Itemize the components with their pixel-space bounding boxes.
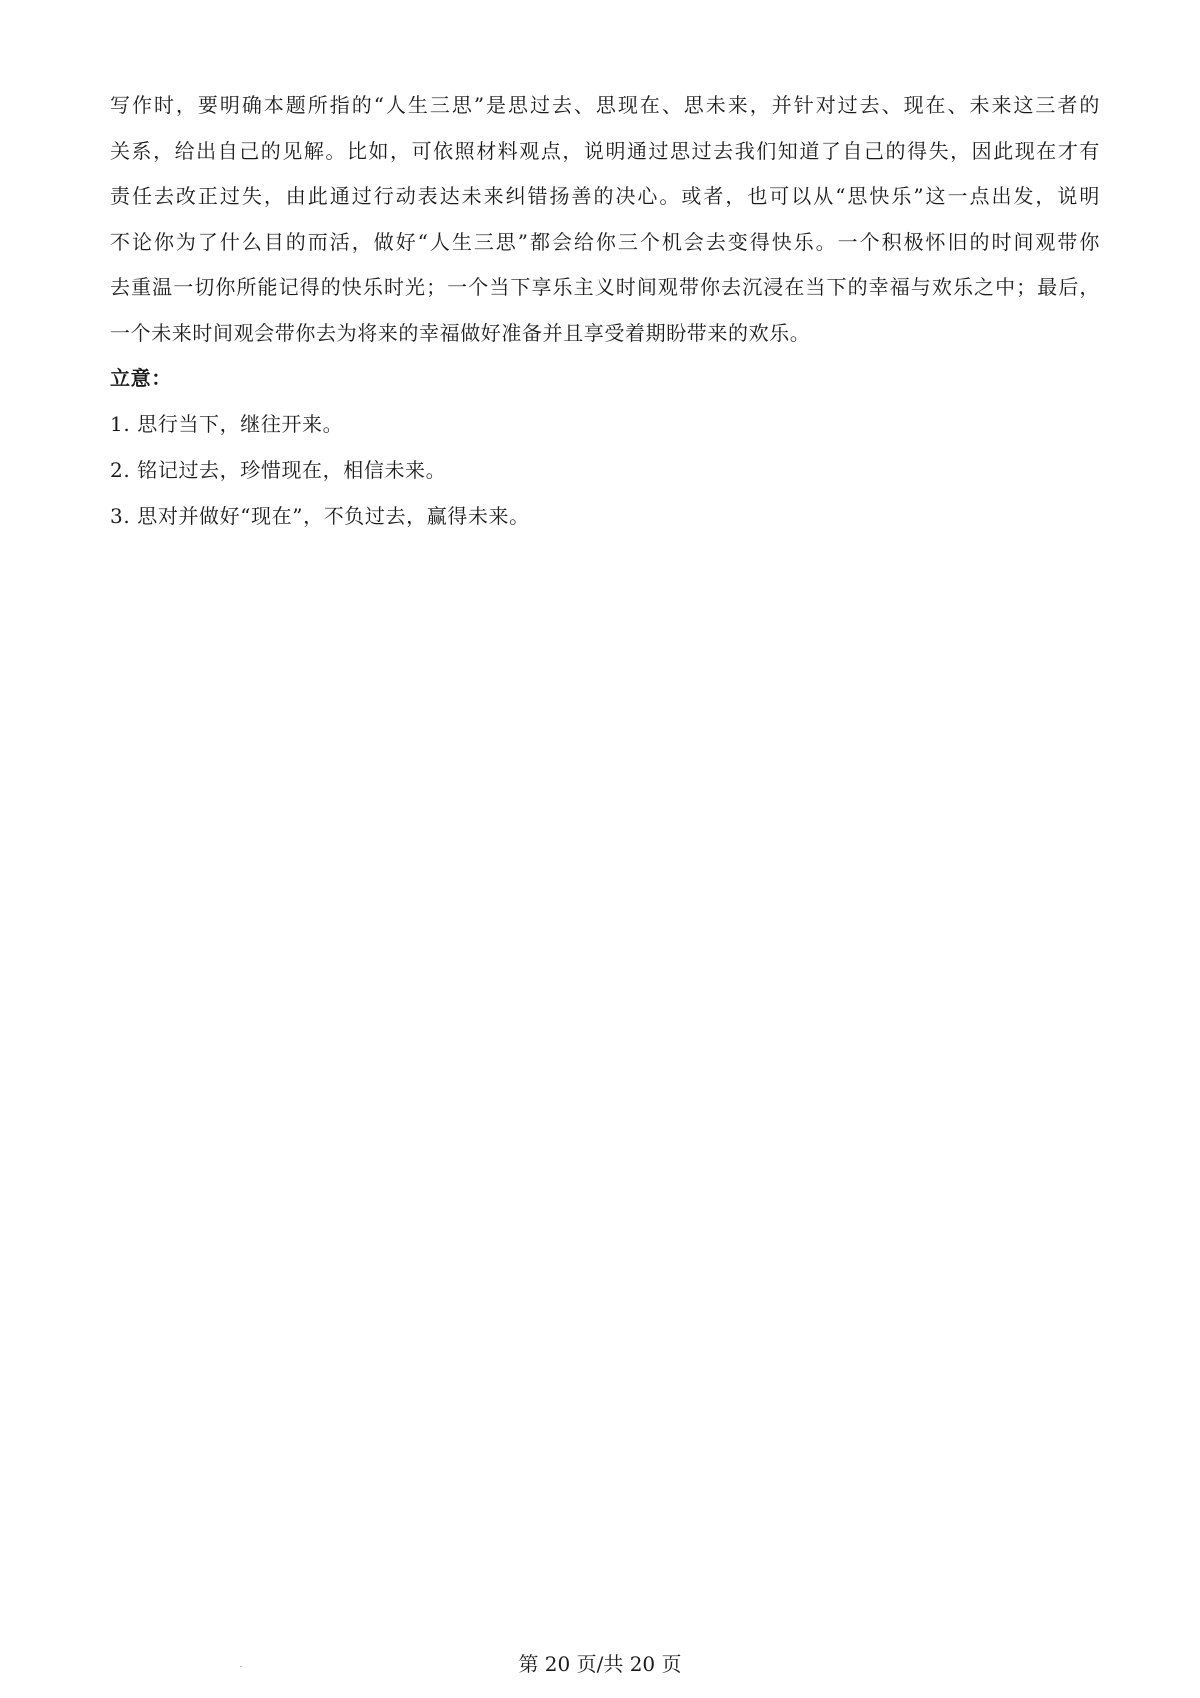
paragraph-line: 一个未来时间观会带你去为将来的幸福做好准备并且享受着期盼带来的欢乐。 [110, 320, 811, 345]
paragraph-line: 不论你为了什么目的而活，做好“人生三思”都会给你三个机会去变得快乐。一个积极怀旧的时间观带你 [110, 229, 1100, 254]
list-item: 1. 思行当下，继往开来。 [110, 411, 344, 436]
paragraph-line: 去重温一切你所能记得的快乐时光；一个当下享乐主义时间观带你去沉浸在当下的幸福与欢乐之中；最后， [110, 275, 1100, 299]
list-item: 2. 铭记过去，珍惜现在，相信未来。 [110, 457, 447, 482]
paragraph-line: 写作时，要明确本题所指的“人生三思”是思过去、思现在、思未来，并针对过去、现在、未来这三者的 [110, 93, 1100, 117]
paragraph-line: 关系，给出自己的见解。比如，可依照材料观点，说明通过思过去我们知道了自己的得失，因此现在才有 [110, 138, 1100, 163]
list-item: 3. 思对并做好“现在”，不负过去，赢得未来。 [110, 503, 530, 528]
page-footer: 第 20 页/共 20 页 [518, 1652, 682, 1676]
document-body [110, 92, 1100, 549]
paragraph-line: 责任去改正过失，由此通过行动表达未来纠错扬善的决心。或者，也可以从“思快乐”这一点出发，说明 [110, 184, 1100, 208]
section-heading: 立意： [110, 366, 172, 390]
